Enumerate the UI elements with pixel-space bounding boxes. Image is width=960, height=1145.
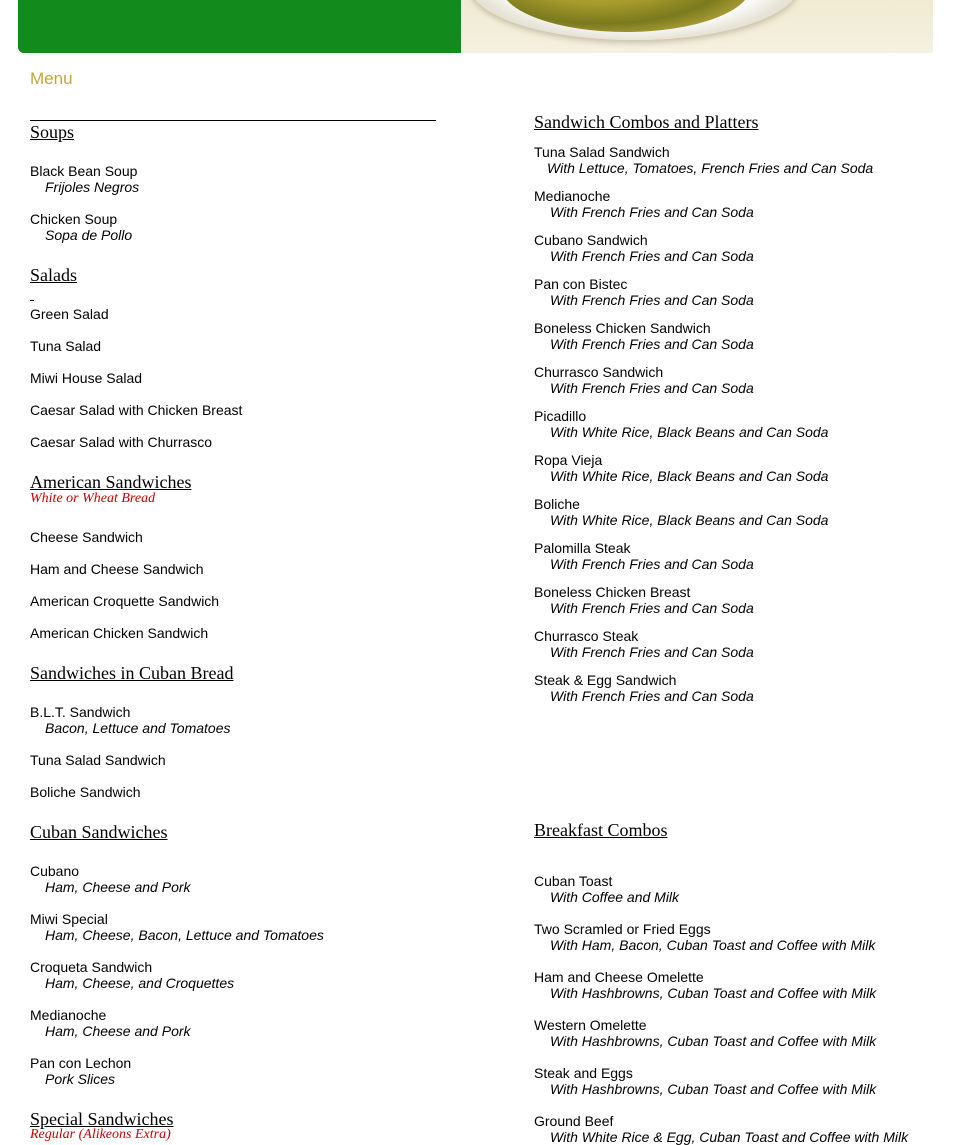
item-name: B.L.T. Sandwich: [30, 704, 131, 720]
menu-item: [30, 1007, 191, 1039]
item-name: Picadillo: [534, 408, 587, 424]
item-name: Steak & Egg Sandwich: [534, 672, 677, 688]
menu-item: [534, 452, 828, 484]
item-description: With White Rice, Black Beans and Can Soda: [550, 512, 829, 528]
item-description: With White Rice & Egg, Cuban Toast and Coffee with Milk: [550, 1129, 909, 1145]
menu-item: Cheese Sandwich: [30, 529, 143, 545]
heading-breakfast-combos[interactable]: Breakfast Combos: [534, 820, 668, 840]
item-description: Ham, Cheese, Bacon, Lettuce and Tomatoes: [45, 927, 324, 943]
menu-item: [534, 320, 754, 352]
item-name: Two Scramled or Fried Eggs: [534, 921, 711, 937]
menu-item: [534, 969, 876, 1001]
menu-item: [30, 211, 132, 243]
menu-item: American Croquette Sandwich: [30, 593, 220, 609]
item-name: Steak and Eggs: [534, 1065, 633, 1081]
item-name: Croqueta Sandwich: [30, 959, 153, 975]
item-name: Boliche: [534, 496, 580, 512]
menu-item: [534, 873, 679, 905]
banner-green-panel: [18, 0, 461, 53]
item-name: Cuban Toast: [534, 873, 613, 889]
heading-cuban-bread[interactable]: Sandwiches in Cuban Bread: [30, 663, 234, 683]
item-name: Tuna Salad Sandwich: [534, 144, 670, 160]
menu-item: [534, 584, 754, 616]
menu-item: [534, 1113, 908, 1145]
item-description: With French Fries and Can Soda: [550, 336, 754, 352]
menu-item: [534, 496, 828, 528]
item-name: Black Bean Soup: [30, 163, 138, 179]
menu-item: Ham and Cheese Sandwich: [30, 561, 204, 577]
item-name: Churrasco Steak: [534, 628, 639, 644]
item-description: With White Rice, Black Beans and Can Soda: [550, 468, 829, 484]
menu-item: [30, 911, 324, 943]
menu-item: Boliche Sandwich: [30, 784, 141, 800]
menu-item: Tuna Salad Sandwich: [30, 752, 166, 768]
item-description: With White Rice, Black Beans and Can Soda: [550, 424, 829, 440]
item-name: Pan con Bistec: [534, 276, 628, 292]
item-description: Frijoles Negros: [45, 179, 140, 195]
menu-item: Caesar Salad with Chicken Breast: [30, 402, 243, 418]
menu-item: [30, 1055, 131, 1087]
item-name: Ham and Cheese Omelette: [534, 969, 704, 985]
menu-item: Miwi House Salad: [30, 370, 143, 386]
item-description: Sopa de Pollo: [45, 227, 133, 243]
menu-item: [534, 921, 875, 953]
item-description: With French Fries and Can Soda: [550, 556, 754, 572]
menu-item: [534, 408, 828, 440]
item-name: Churrasco Sandwich: [534, 364, 664, 380]
item-description: Ham, Cheese and Pork: [45, 879, 191, 895]
divider-line: [30, 120, 436, 121]
item-description: Pork Slices: [45, 1071, 116, 1087]
item-name: Pan con Lechon: [30, 1055, 132, 1071]
menu-item: [534, 276, 754, 308]
item-description: With Lettuce, Tomatoes, French Fries and Can Soda: [547, 160, 874, 176]
item-description: With French Fries and Can Soda: [550, 248, 754, 264]
bread-note: White or Wheat Bread: [30, 491, 156, 506]
item-name: Western Omelette: [534, 1017, 647, 1033]
heading-special-sandwiches[interactable]: Special Sandwiches: [30, 1109, 174, 1129]
item-name: Boneless Chicken Sandwich: [534, 320, 711, 336]
item-description: Ham, Cheese and Pork: [45, 1023, 191, 1039]
menu-item: [30, 959, 234, 991]
menu-item: [534, 364, 754, 396]
item-description: With French Fries and Can Soda: [550, 688, 754, 704]
menu-item: [534, 540, 754, 572]
item-name: Ground Beef: [534, 1113, 614, 1129]
menu-item: [30, 863, 191, 895]
item-description: With Ham, Bacon, Cuban Toast and Coffee with Milk: [550, 937, 876, 953]
menu-item: [30, 704, 231, 736]
item-description: With French Fries and Can Soda: [550, 292, 754, 308]
item-description: With French Fries and Can Soda: [550, 644, 754, 660]
menu-item: [30, 163, 139, 195]
heading-salads[interactable]: Salads: [30, 265, 77, 285]
menu-item: Tuna Salad: [30, 338, 102, 354]
menu-item: [534, 144, 873, 176]
menu-item: [534, 232, 754, 264]
page-title: Menu: [30, 69, 73, 88]
item-description: With Hashbrowns, Cuban Toast and Coffee with Milk: [550, 1081, 877, 1097]
heading-cuban-sandwiches[interactable]: Cuban Sandwiches: [30, 822, 168, 842]
heading-sandwich-combos[interactable]: Sandwich Combos and Platters: [534, 112, 759, 132]
item-name: Medianoche: [534, 188, 611, 204]
item-name: Miwi Special: [30, 911, 108, 927]
item-name: Chicken Soup: [30, 211, 118, 227]
item-description: Ham, Cheese, and Croquettes: [45, 975, 235, 991]
item-name: Cubano Sandwich: [534, 232, 648, 248]
item-name: Ropa Vieja: [534, 452, 603, 468]
menu-item: [534, 1065, 876, 1097]
item-name: Medianoche: [30, 1007, 107, 1023]
menu-item: [534, 628, 754, 660]
banner-food-photo: [461, 0, 933, 53]
item-name: Palomilla Steak: [534, 540, 631, 556]
menu-item: [534, 672, 754, 704]
item-name: Cubano: [30, 863, 80, 879]
menu-item: [534, 188, 754, 220]
heading-soups[interactable]: Soups: [30, 122, 75, 142]
header-banner: [18, 0, 933, 53]
item-description: With French Fries and Can Soda: [550, 380, 754, 396]
item-description: With Hashbrowns, Cuban Toast and Coffee with Milk: [550, 1033, 877, 1049]
menu-item: [534, 1017, 876, 1049]
item-description: With Hashbrowns, Cuban Toast and Coffee with Milk: [550, 985, 877, 1001]
menu-item: American Chicken Sandwich: [30, 625, 209, 641]
anchor-link[interactable]: [30, 300, 34, 301]
menu-item: Caesar Salad with Churrasco: [30, 434, 213, 450]
item-description: With French Fries and Can Soda: [550, 600, 754, 616]
item-description: With Coffee and Milk: [550, 889, 680, 905]
heading-american-sandwiches[interactable]: American Sandwiches: [30, 472, 192, 492]
item-description: Bacon, Lettuce and Tomatoes: [45, 720, 231, 736]
item-description: With French Fries and Can Soda: [550, 204, 754, 220]
special-note: Regular (Alikeons Extra): [30, 1127, 171, 1142]
menu-item: Green Salad: [30, 306, 109, 322]
item-name: Boneless Chicken Breast: [534, 584, 691, 600]
